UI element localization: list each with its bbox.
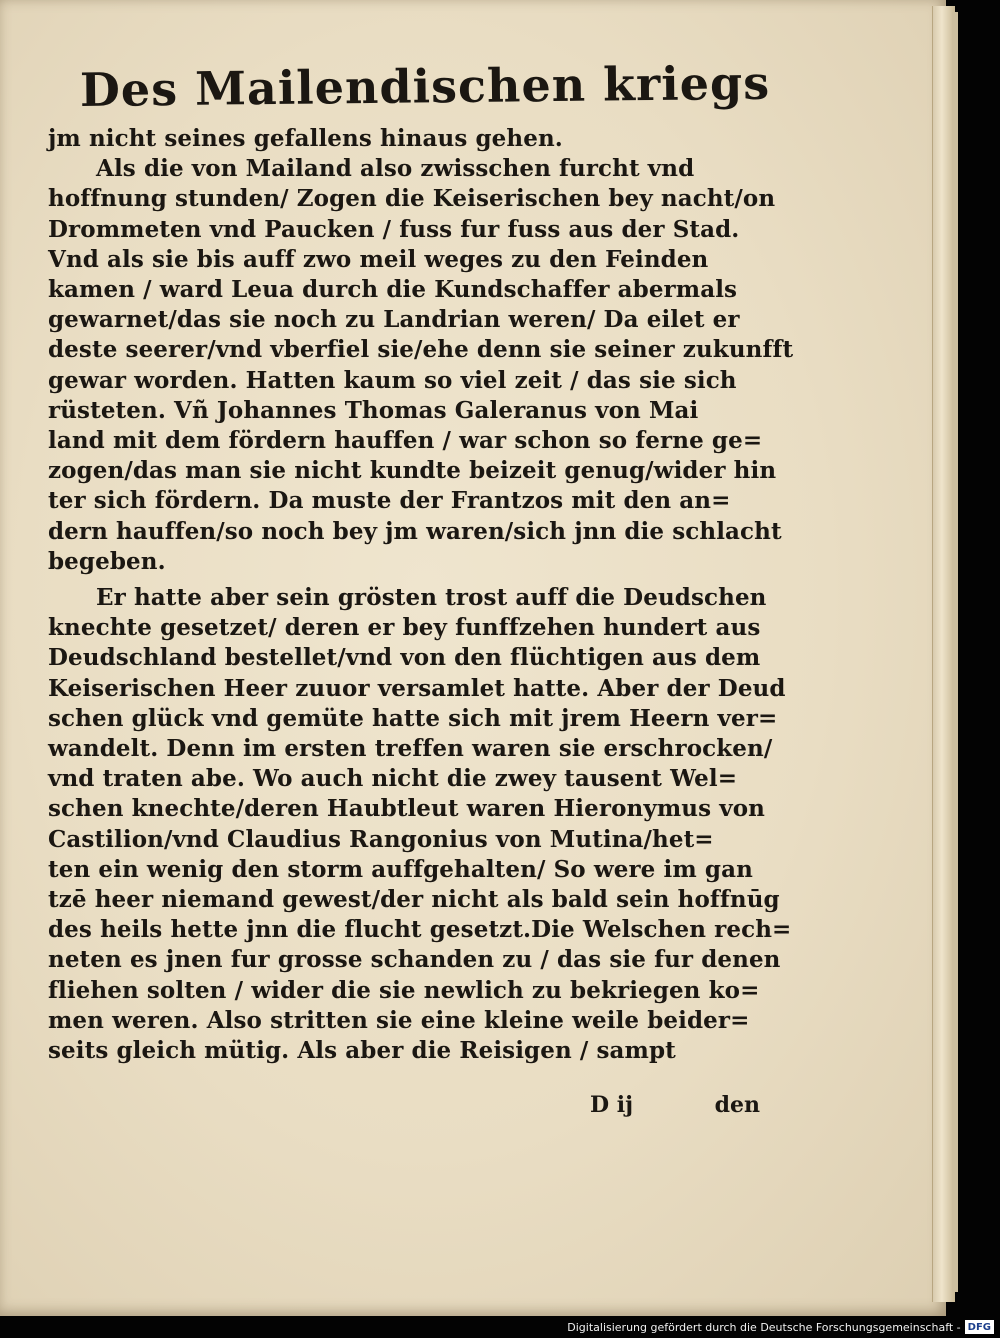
text-line: deste seerer/vnd vberfiel sie/ehe denn sie seiner zukunfft: [48, 336, 794, 364]
text-line: Deudschland bestellet/vnd von den flüchtigen aus dem: [48, 644, 761, 672]
dfg-logo-icon: DFG: [965, 1320, 994, 1334]
running-head: Des Mailendischen kriegs: [79, 55, 771, 117]
page-edge-shadow: [952, 12, 958, 1292]
text-line: jm nicht seines gefallens hinaus gehen.: [48, 125, 563, 152]
text-line: ten ein wenig den storm auffgehalten/ So were im gan: [48, 855, 753, 883]
text-line: fliehen solten / wider die sie newlich zu bekriegen ko=: [48, 976, 760, 1004]
catchword: den: [714, 1092, 760, 1118]
text-line: schen knechte/deren Haubtleut waren Hieronymus von: [48, 795, 765, 823]
signature-mark: D ij: [590, 1092, 634, 1118]
text-line: vnd traten abe. Wo auch nicht die zwey tausent Wel=: [48, 765, 738, 793]
text-block: [48, 55, 794, 1066]
text-line: hoffnung stunden/ Zogen die Keiserischen bey nacht/on: [48, 185, 776, 213]
text-line: gewarnet/das sie noch zu Landrian weren/ Da eilet er: [48, 306, 740, 334]
text-line: dern hauffen/so noch bey jm waren/sich jnn die schlacht: [48, 517, 782, 545]
text-line: ter sich fördern. Da muste der Frantzos mit den an=: [48, 487, 731, 515]
text-line: rüsteten. Vñ Johannes Thomas Galeranus von Mai: [48, 396, 699, 424]
text-line: Castilion/vnd Claudius Rangonius von Mutina/het=: [48, 825, 714, 853]
text-line: gewar worden. Hatten kaum so viel zeit / das sie sich: [48, 366, 737, 394]
text-line: des heils hette jnn die flucht gesetzt.Die Welschen rech=: [48, 916, 792, 944]
text-line: begeben.: [48, 547, 166, 575]
footer-credit: Digitalisierung gefördert durch die Deutsche Forschungsgemeinschaft -: [567, 1320, 961, 1334]
text-line: land mit dem fördern hauffen / war schon so ferne ge=: [48, 427, 763, 455]
page-footer-marks: [590, 1092, 760, 1118]
text-line: Als die von Mailand also zwisschen furcht vnd: [96, 155, 695, 183]
text-line: Er hatte aber sein grösten trost auff die Deudschen: [96, 584, 767, 612]
digitization-footer: [567, 1318, 994, 1336]
text-line: tzē heer niemand gewest/der nicht als bald sein hoffnūg: [48, 886, 780, 914]
text-line: seits gleich mütig. Als aber die Reisigen / sampt: [48, 1037, 676, 1065]
text-line: Keiserischen Heer zuuor versamlet hatte. Aber der Deud: [48, 674, 786, 702]
text-line: zogen/das man sie nicht kundte beizeit genug/wider hin: [48, 457, 777, 485]
text-line: kamen / ward Leua durch die Kundschaffer abermals: [48, 276, 738, 304]
body-text: [48, 124, 794, 1066]
text-line: wandelt. Denn im ersten treffen waren sie erschrocken/: [48, 735, 773, 763]
text-line: neten es jnen fur grosse schanden zu / das sie fur denen: [48, 946, 781, 974]
text-line: men weren. Also stritten sie eine kleine weile beider=: [48, 1006, 750, 1034]
text-line: schen glück vnd gemüte hatte sich mit jrem Heern ver=: [48, 704, 778, 732]
text-line: knechte gesetzet/ deren er bey funffzehen hundert aus: [48, 614, 761, 642]
text-line: Drommeten vnd Paucken / fuss fur fuss aus der Stad.: [48, 215, 740, 243]
text-line: Vnd als sie bis auff zwo meil weges zu den Feinden: [48, 245, 709, 273]
